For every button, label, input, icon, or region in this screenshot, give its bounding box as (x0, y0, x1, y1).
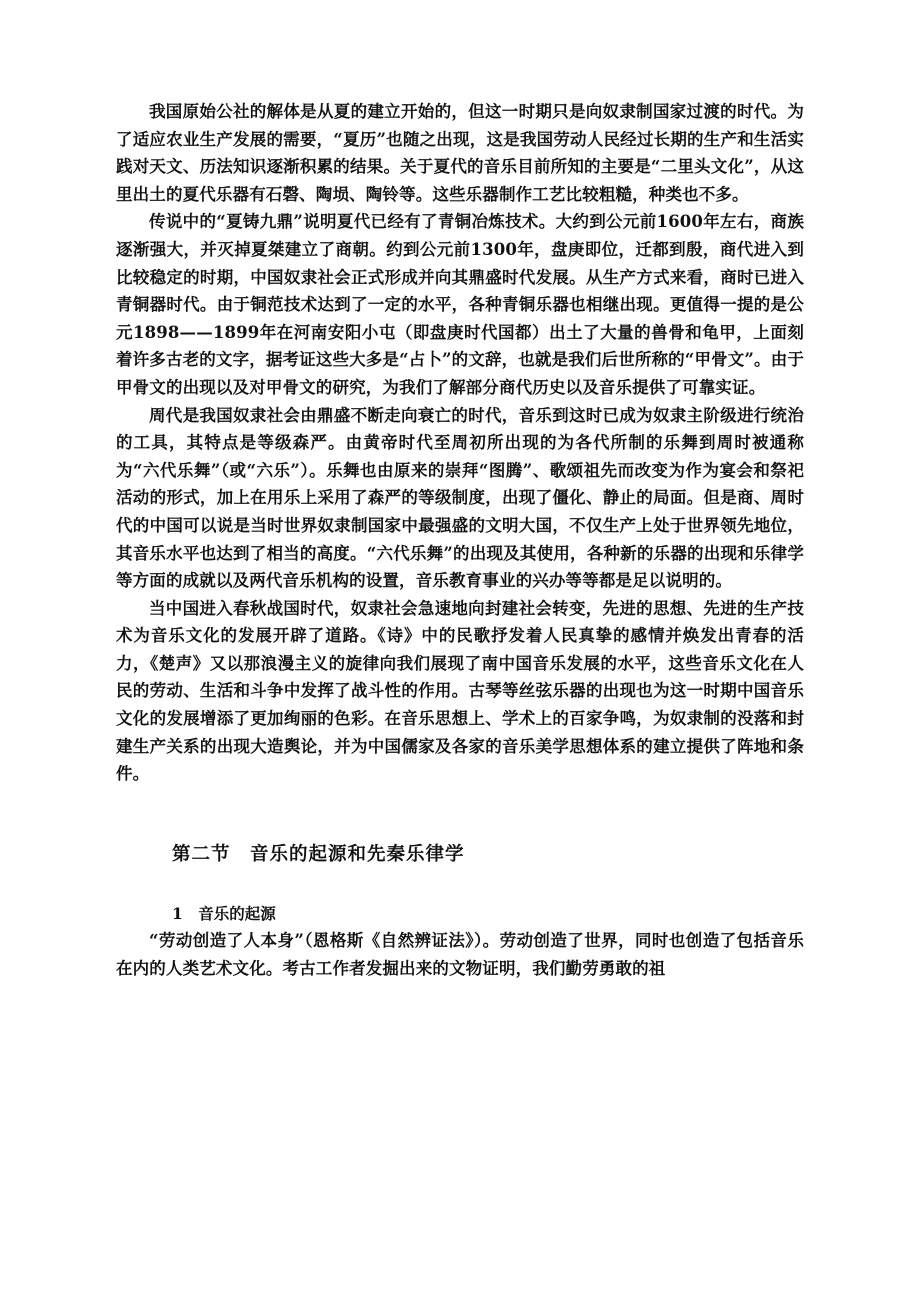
document-page (116, 98, 804, 983)
paragraph-spring-autumn: 当中国进入春秋战国时代，奴隶社会急速地向封建社会转变，先进的思想、先进的生产技术为音乐文化的发展开辟了道路。《诗》中的民歌抒发着人民真挚的感情并焕发出青春的活力，《楚声》又以那浪漫主义的旋律向我们展现了南中国音乐发展的水平，这些音乐文化在人民的劳动、生活和斗争中发挥了战斗性的作用。古琴等丝弦乐器的出现也为这一时期中国音乐文化的发展增添了更加绚丽的色彩。在音乐思想上、学术上的百家争鸣，为奴隶制的没落和封建生产关系的出现大造舆论，并为中国儒家及各家的音乐美学思想体系的建立提供了阵地和条件。 (116, 598, 804, 784)
section-title: 第二节 音乐的起源和先秦乐律学 (172, 843, 465, 865)
paragraph-zhou-dynasty: 周代是我国奴隶社会由鼎盛不断走向衰亡的时代，音乐到这时已成为奴隶主阶级进行统治的工具，其特点是等级森严。由黄帝时代至周初所出现的为各代所制的乐舞到周时被通称为“六代乐舞”（或“六乐”）。乐舞也由原来的崇拜“图腾”、歌颂祖先而改变为作为宴会和祭祀活动的形式，加上在用乐上采用了森严的等级制度，出现了僵化、静止的局面。但是商、周时代的中国可以说是当时世界奴隶制国家中最强盛的文明大国，不仅生产上处于世界领先地位，其音乐水平也达到了相当的高度。“六代乐舞”的出现及其使用，各种新的乐器的出现和乐律学等方面的成就以及两代音乐机构的设置，音乐教育事业的兴办等等都是足以说明的。 (116, 405, 804, 591)
paragraph-xia-dynasty: 我国原始公社的解体是从夏的建立开始的，但这一时期只是向奴隶制国家过渡的时代。为了适应农业生产发展的需要，“夏历”也随之出现，这是我国劳动人民经过长期的生产和生活实践对天文、历法知识逐渐积累的结果。关于夏代的音乐目前所知的主要是“二里头文化”，从这里出土的夏代乐器有石磬、陶埙、陶铃等。这些乐器制作工艺比较粗糙，种类也不多。 (116, 102, 804, 204)
subsection-title: 1 音乐的起源 (172, 903, 276, 923)
paragraph-shang-dynasty: 传说中的“夏铸九鼎”说明夏代已经有了青铜冶炼技术。大约到公元前1600年左右，商族逐渐强大，并灭掉夏桀建立了商朝。约到公元前1300年，盘庚即位，迁都到殷，商代进入到比较稳定的时期，中国奴隶社会正式形成并向其鼎盛时代发展。从生产方式来看，商时已进入青铜器时代。由于铜范技术达到了一定的水平，各种青铜乐器也相继出现。更值得一提的是公元1898——1899年在河南安阳小屯（即盘庚时代国都）出土了大量的兽骨和龟甲，上面刻着许多古老的文字，据考证这些大多是“占卜”的文辞，也就是我们后世所称的“甲骨文”。由于甲骨文的出现以及对甲骨文的研究，为我们了解部分商代历史以及音乐提供了可靠实证。 (116, 212, 804, 397)
paragraph-origin-of-music: “劳动创造了人本身”（恩格斯《自然辨证法》）。劳动创造了世界，同时也创造了包括音乐在内的人类艺术文化。考古工作者发掘出来的文物证明，我们勤劳勇敢的祖 (116, 931, 804, 979)
